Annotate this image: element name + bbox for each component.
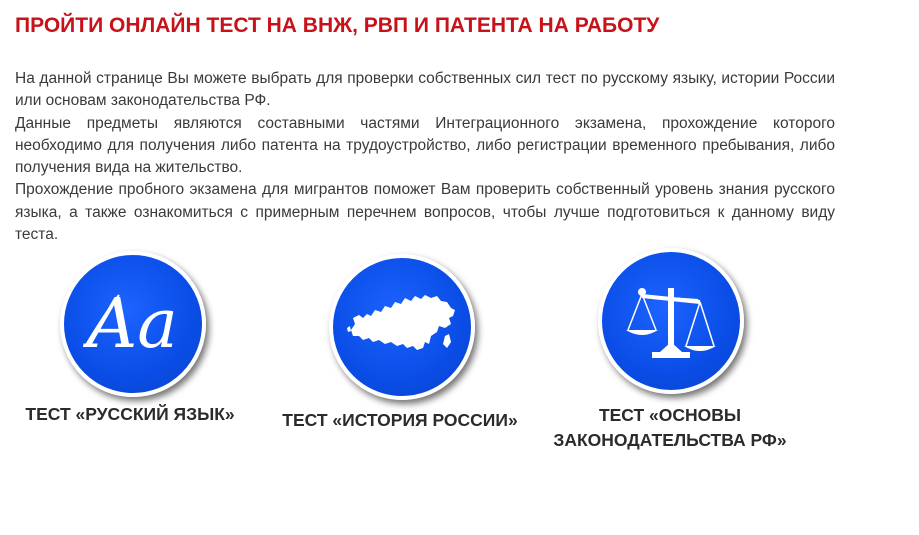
test-label-russian-language[interactable] [20, 402, 240, 427]
test-label-legislation[interactable] [550, 403, 790, 453]
test-label-line: ТЕСТ «ИСТОРИЯ РОССИИ» [282, 410, 518, 430]
test-label-line: ТЕСТ «ОСНОВЫ [598, 405, 742, 425]
letters-aa-icon [64, 255, 202, 393]
intro-paragraph: Данные предметы являются составными частями Интеграционного экзамена, прохождение которого необходимо для получения либо патента на трудоустройство, либо регистрации временного пребывания, либо получения вида на жительство. [15, 114, 835, 177]
page-title: ПРОЙТИ ОНЛАЙН ТЕСТ НА ВНЖ, РВП И ПАТЕНТА НА РАБОТУ [15, 14, 660, 37]
scales-icon [602, 252, 740, 390]
russia-map-icon [333, 258, 471, 396]
intro-paragraph: На данной странице Вы можете выбрать для проверки собственных сил тест по русскому языку, истории России или основам законодательства РФ. [15, 70, 835, 110]
intro-text [15, 68, 835, 246]
test-label-russian-history[interactable] [280, 408, 520, 433]
letters-aa-text: Aa [88, 285, 178, 364]
intro-paragraph: Прохождение пробного экзамена для мигрантов поможет Вам проверить собственный уровень знания русского языка, а также ознакомиться с примерным перечнем вопросов, чтобы лучше подготовиться к данному виду теста. [15, 181, 835, 244]
test-icon-circle[interactable] [598, 248, 744, 394]
test-label-line: ТЕСТ «РУССКИЙ ЯЗЫК» [25, 404, 235, 424]
test-icon-circle[interactable] [60, 251, 206, 397]
test-icon-circle[interactable] [329, 254, 475, 400]
test-label-line: ЗАКОНОДАТЕЛЬСТВА РФ» [553, 430, 787, 450]
